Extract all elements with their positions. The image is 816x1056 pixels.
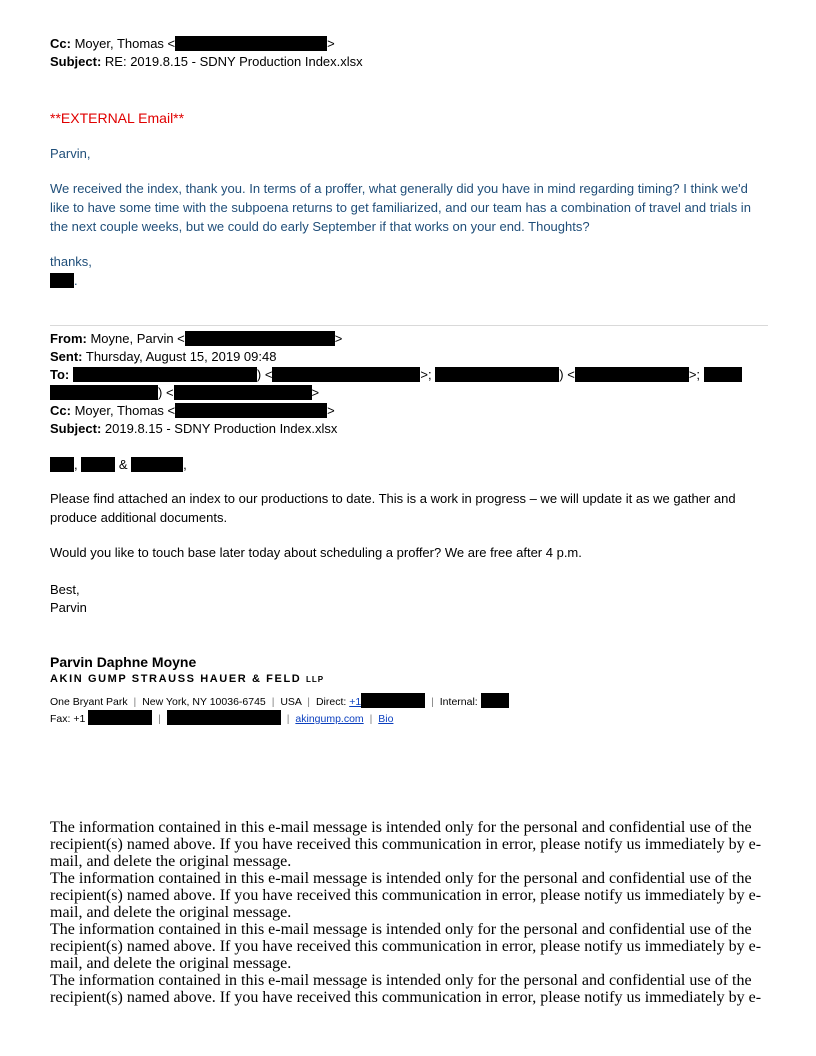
internal-label: Internal: [439, 696, 478, 708]
direct-phone-link[interactable]: +1 [349, 696, 362, 708]
cc-close: > [327, 36, 335, 51]
separator: | [133, 696, 137, 708]
sent-label: Sent: [50, 349, 83, 364]
subject-value: 2019.8.15 - SDNY Production Index.xlsx [104, 421, 338, 436]
signature-contact-line [50, 710, 393, 727]
cc-value: Moyer, Thomas < [74, 403, 176, 418]
redaction-block [50, 273, 74, 288]
redaction-block [73, 367, 257, 382]
from-close: > [334, 331, 343, 346]
website-link[interactable]: akingump.com [295, 713, 364, 725]
separator: | [286, 713, 290, 725]
from-value: Moyne, Parvin < [90, 331, 185, 346]
reply-paragraph: We received the index, thank you. In terms of a proffer, what generally did you have in mind regarding timing? I think we'd like to have some time with the subpoena returns to get familiarized, and our team has a combination of travel and trials in the next couple weeks, but we could do early September if that works on your end. Thoughts? [50, 181, 751, 234]
redaction-block [435, 367, 559, 382]
orig-sent-line [50, 348, 276, 366]
orig-to-line [50, 366, 742, 384]
reply-signoff: thanks, [50, 254, 92, 269]
disclaimer-text: The information contained in this e-mail message is intended only for the personal and confidential use of the recipient(s) named above. If you have received this communication in error, please notify us immediately by e-mail, and delete the original message. [50, 870, 762, 921]
redaction-block [272, 367, 420, 382]
subject-label: Subject: [50, 421, 102, 436]
cc-name: Moyer, Thomas < [74, 36, 176, 51]
salutation-comma: , [183, 457, 187, 472]
cc-label: Cc: [50, 36, 71, 51]
redaction-block [167, 710, 281, 725]
redaction-block [88, 710, 152, 725]
orig-closing-name: Parvin [50, 600, 87, 615]
orig-paragraph-2: Would you like to touch base later today about scheduling a proffer? We are free after 4 p.m. [50, 545, 582, 560]
external-email-tag: **EXTERNAL Email** [50, 110, 185, 126]
signature-name: Parvin Daphne Moyne [50, 654, 197, 670]
cc-label: Cc: [50, 403, 71, 418]
to-separator: >; [420, 367, 432, 382]
separator: | [307, 696, 311, 708]
orig-paragraph-1: Please find attached an index to our productions to date. This is a work in progress – we will update it as we gather and produce additional documents. [50, 491, 736, 525]
disclaimer-text: The information contained in this e-mail message is intended only for the personal and confidential use of the recipient(s) named above. If you have received this communication in error, please notify us immediately by e-mail, and delete the original message. [50, 921, 762, 972]
to-separator: ) < [158, 385, 174, 400]
separator: | [158, 713, 161, 725]
reply-cc-line [50, 35, 335, 53]
to-separator: ) < [256, 367, 273, 382]
message-divider [50, 325, 768, 326]
disclaimer-text: The information contained in this e-mail message is intended only for the personal and confidential use of the recipient(s) named above. If you have received this communication in error, please notify us immediately by e-mail, and delete the original message. [50, 819, 762, 870]
separator: | [271, 696, 275, 708]
orig-cc-line [50, 402, 335, 420]
reply-subject-line [50, 53, 363, 71]
redaction-block [174, 385, 312, 400]
redaction-block [175, 403, 327, 418]
sent-value: Thursday, August 15, 2019 09:48 [85, 349, 277, 364]
salutation-ampersand: & [118, 457, 128, 472]
signature-trailer: . [74, 273, 78, 288]
cc-close: > [327, 403, 335, 418]
redaction-block [481, 693, 509, 708]
fax-label: Fax: +1 [50, 713, 86, 725]
firm-name: AKIN GUMP STRAUSS HAUER & FELD [50, 673, 302, 685]
orig-to-line-cont [50, 384, 319, 402]
to-separator: >; [688, 367, 701, 382]
redaction-block [50, 385, 158, 400]
signature-address-line [50, 693, 509, 710]
disclaimer-text: The information contained in this e-mail message is intended only for the personal and confidential use of the recipient(s) named above. If you have received this communication in error, please notify us immediately by e- [50, 972, 762, 1006]
to-separator: ) < [559, 367, 575, 382]
redaction-block [175, 36, 327, 51]
to-label: To: [50, 367, 70, 382]
separator: | [369, 713, 373, 725]
orig-closing: Best, [50, 582, 80, 597]
orig-subject-line [50, 420, 337, 438]
subject-value: RE: 2019.8.15 - SDNY Production Index.xlsx [104, 54, 363, 69]
redaction-block [131, 457, 183, 472]
address: One Bryant Park [50, 696, 128, 708]
firm-suffix: LLP [305, 675, 325, 684]
to-close: > [311, 385, 320, 400]
signature-firm [50, 673, 324, 685]
reply-signature [50, 271, 768, 290]
redaction-block [361, 693, 425, 708]
salutation-comma: , [74, 457, 78, 472]
reply-greeting: Parvin, [50, 146, 91, 161]
redaction-block [704, 367, 742, 382]
orig-from-line [50, 330, 342, 348]
redaction-block [575, 367, 689, 382]
orig-salutation [50, 456, 187, 474]
city: New York, NY 10036-6745 [142, 696, 266, 708]
from-label: From: [50, 331, 87, 346]
redaction-block [50, 457, 74, 472]
subject-label: Subject: [50, 54, 102, 69]
direct-label: Direct: [315, 696, 347, 708]
redaction-block [81, 457, 115, 472]
country: USA [280, 696, 302, 708]
redaction-block [185, 331, 335, 346]
separator: | [431, 696, 434, 708]
bio-link[interactable]: Bio [378, 713, 394, 725]
